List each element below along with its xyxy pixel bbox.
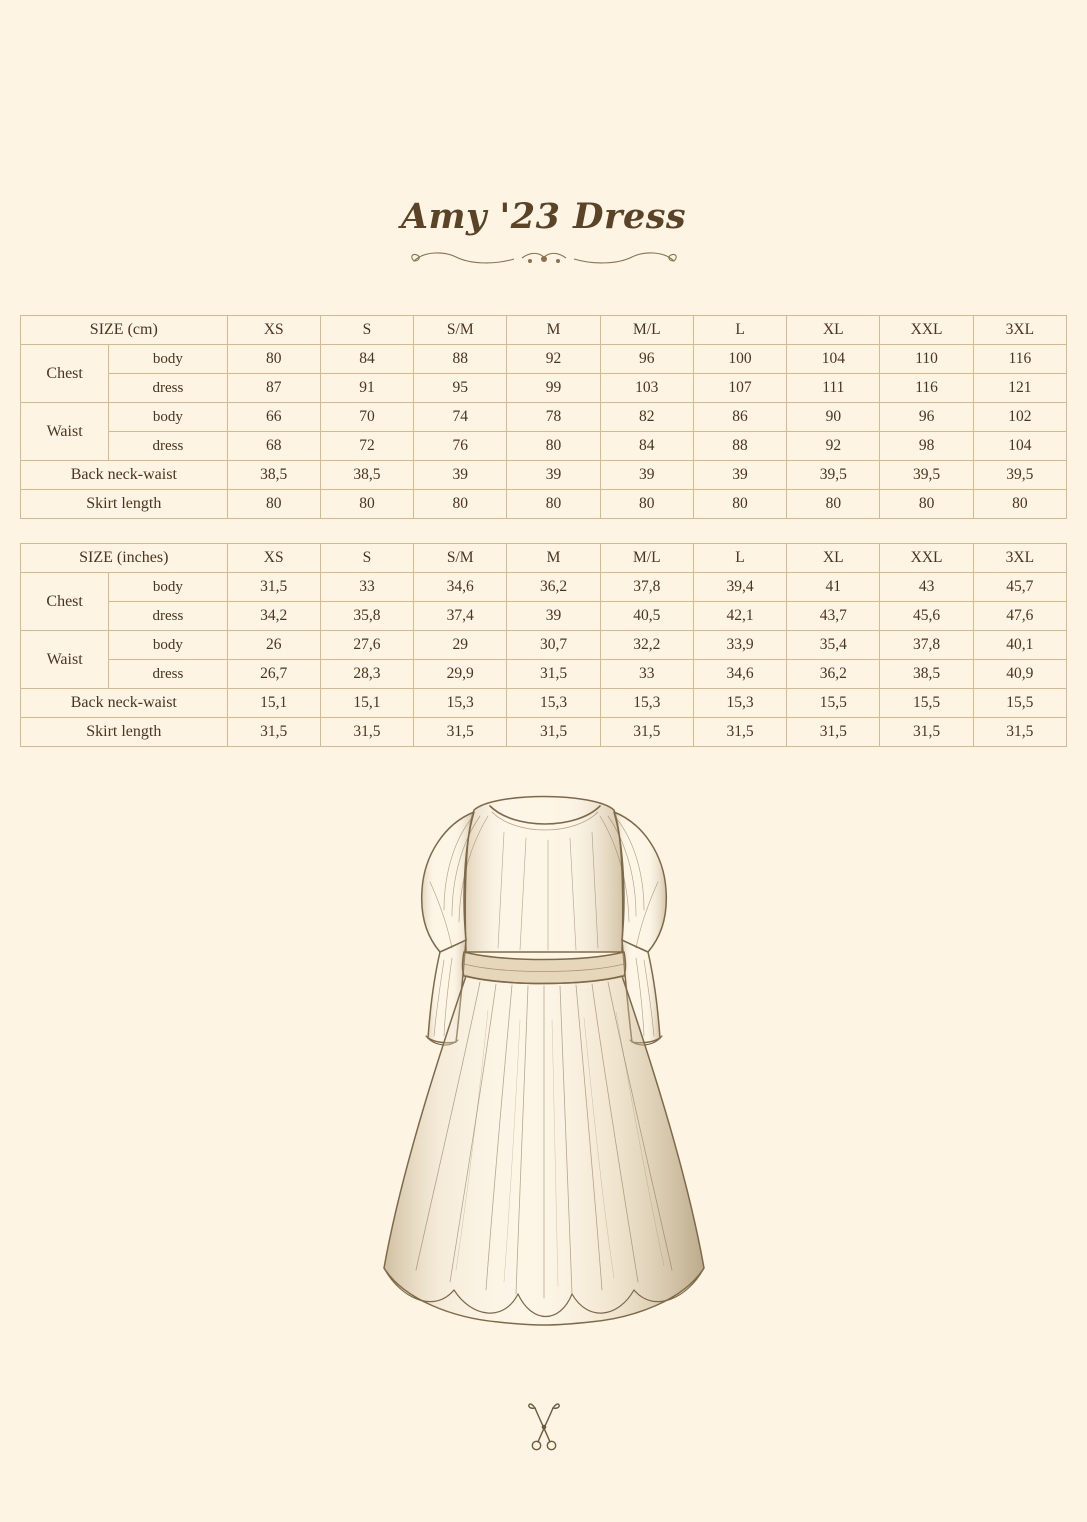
cell: 102 [973,403,1066,432]
decorative-flourish [404,245,684,273]
size-header: S/M [414,316,507,345]
table-row [21,403,1067,432]
cell: 29,9 [414,660,507,689]
cell: 86 [693,403,786,432]
cell: 29 [414,631,507,660]
cell: 41 [787,573,880,602]
cell: 40,5 [600,602,693,631]
size-header: XS [227,316,320,345]
cell: 88 [693,432,786,461]
cell: 45,7 [973,573,1066,602]
cell: 37,8 [880,631,973,660]
sub-label: body [109,403,227,432]
cell: 35,4 [787,631,880,660]
cell: 84 [600,432,693,461]
scissors-icon [522,1400,566,1452]
table-row [21,345,1067,374]
size-header: M/L [600,316,693,345]
cell: 76 [414,432,507,461]
cell: 15,3 [600,689,693,718]
cell: 43,7 [787,602,880,631]
size-header: XS [227,544,320,573]
cell: 100 [693,345,786,374]
cell: 39,5 [880,461,973,490]
cell: 39,5 [973,461,1066,490]
sub-label: dress [109,660,227,689]
table-row [21,718,1067,747]
cell: 107 [693,374,786,403]
cell: 90 [787,403,880,432]
cell: 96 [600,345,693,374]
cell: 39 [600,461,693,490]
cell: 31,5 [507,660,600,689]
table-row [21,631,1067,660]
cell: 31,5 [227,718,320,747]
size-header: 3XL [973,316,1066,345]
sub-label: dress [109,602,227,631]
cell: 78 [507,403,600,432]
group-label-chest: Chest [21,573,109,631]
table-header-row [21,544,1067,573]
size-header: S [320,316,413,345]
page-title: Amy '23 Dress [400,196,687,237]
size-header: L [693,544,786,573]
cell: 92 [507,345,600,374]
cell: 26 [227,631,320,660]
table-row [21,432,1067,461]
row-label-back-neck-waist: Back neck-waist [21,461,228,490]
cell: 15,3 [507,689,600,718]
table-row [21,374,1067,403]
cell: 80 [507,432,600,461]
cell: 98 [880,432,973,461]
cell: 39,4 [693,573,786,602]
sub-label: body [109,573,227,602]
cell: 36,2 [787,660,880,689]
cell: 47,6 [973,602,1066,631]
table-row [21,573,1067,602]
cell: 34,6 [693,660,786,689]
cell: 34,2 [227,602,320,631]
dress-illustration [0,770,1087,1380]
unit-header: SIZE (inches) [21,544,228,573]
cell: 31,5 [414,718,507,747]
size-header: M/L [600,544,693,573]
cell: 42,1 [693,602,786,631]
cell: 15,3 [693,689,786,718]
cell: 31,5 [600,718,693,747]
size-tables [20,315,1067,747]
cell: 99 [507,374,600,403]
group-label-waist: Waist [21,631,109,689]
cell: 80 [693,490,786,519]
cell: 39 [693,461,786,490]
sub-label: body [109,631,227,660]
cell: 91 [320,374,413,403]
size-header: L [693,316,786,345]
cell: 80 [880,490,973,519]
cell: 39 [507,461,600,490]
cell: 110 [880,345,973,374]
cell: 80 [227,490,320,519]
cell: 74 [414,403,507,432]
unit-header: SIZE (cm) [21,316,228,345]
cell: 38,5 [320,461,413,490]
cell: 80 [787,490,880,519]
cell: 31,5 [787,718,880,747]
cell: 15,5 [787,689,880,718]
size-header: S/M [414,544,507,573]
cell: 111 [787,374,880,403]
cell: 66 [227,403,320,432]
table-gap [20,519,1067,543]
cell: 104 [973,432,1066,461]
sub-label: dress [109,432,227,461]
size-table-cm [20,315,1067,519]
group-label-waist: Waist [21,403,109,461]
cell: 104 [787,345,880,374]
table-header-row [21,316,1067,345]
cell: 95 [414,374,507,403]
cell: 121 [973,374,1066,403]
cell: 37,4 [414,602,507,631]
table-row [21,461,1067,490]
cell: 80 [227,345,320,374]
table-row [21,490,1067,519]
size-header: XL [787,316,880,345]
cell: 30,7 [507,631,600,660]
cell: 15,1 [320,689,413,718]
sub-label: body [109,345,227,374]
cell: 82 [600,403,693,432]
size-header: M [507,316,600,345]
cell: 38,5 [880,660,973,689]
footer [0,1400,1087,1457]
row-label-skirt-length: Skirt length [21,490,228,519]
group-label-chest: Chest [21,345,109,403]
title-block [0,0,1087,273]
cell: 88 [414,345,507,374]
cell: 80 [320,490,413,519]
cell: 87 [227,374,320,403]
cell: 92 [787,432,880,461]
cell: 72 [320,432,413,461]
cell: 39,5 [787,461,880,490]
table-row [21,660,1067,689]
cell: 36,2 [507,573,600,602]
cell: 15,3 [414,689,507,718]
cell: 43 [880,573,973,602]
cell: 35,8 [320,602,413,631]
table-row [21,689,1067,718]
cell: 26,7 [227,660,320,689]
cell: 96 [880,403,973,432]
size-header: XL [787,544,880,573]
size-table-inches [20,543,1067,747]
cell: 116 [973,345,1066,374]
size-header: M [507,544,600,573]
row-label-back-neck-waist: Back neck-waist [21,689,228,718]
cell: 31,5 [227,573,320,602]
cell: 33,9 [693,631,786,660]
cell: 15,5 [973,689,1066,718]
cell: 80 [414,490,507,519]
cell: 31,5 [973,718,1066,747]
dress-technical-drawing-icon [304,770,784,1380]
cell: 68 [227,432,320,461]
cell: 28,3 [320,660,413,689]
table-row [21,602,1067,631]
cell: 103 [600,374,693,403]
cell: 40,9 [973,660,1066,689]
cell: 80 [973,490,1066,519]
cell: 31,5 [507,718,600,747]
cell: 80 [507,490,600,519]
cell: 80 [600,490,693,519]
cell: 33 [600,660,693,689]
cell: 34,6 [414,573,507,602]
cell: 31,5 [693,718,786,747]
cell: 45,6 [880,602,973,631]
size-header: XXL [880,316,973,345]
cell: 116 [880,374,973,403]
cell: 40,1 [973,631,1066,660]
cell: 39 [414,461,507,490]
cell: 32,2 [600,631,693,660]
cell: 84 [320,345,413,374]
cell: 70 [320,403,413,432]
cell: 37,8 [600,573,693,602]
cell: 31,5 [320,718,413,747]
size-header: S [320,544,413,573]
cell: 27,6 [320,631,413,660]
cell: 15,1 [227,689,320,718]
size-header: 3XL [973,544,1066,573]
cell: 15,5 [880,689,973,718]
cell: 39 [507,602,600,631]
cell: 33 [320,573,413,602]
cell: 31,5 [880,718,973,747]
cell: 38,5 [227,461,320,490]
size-header: XXL [880,544,973,573]
sub-label: dress [109,374,227,403]
row-label-skirt-length: Skirt length [21,718,228,747]
